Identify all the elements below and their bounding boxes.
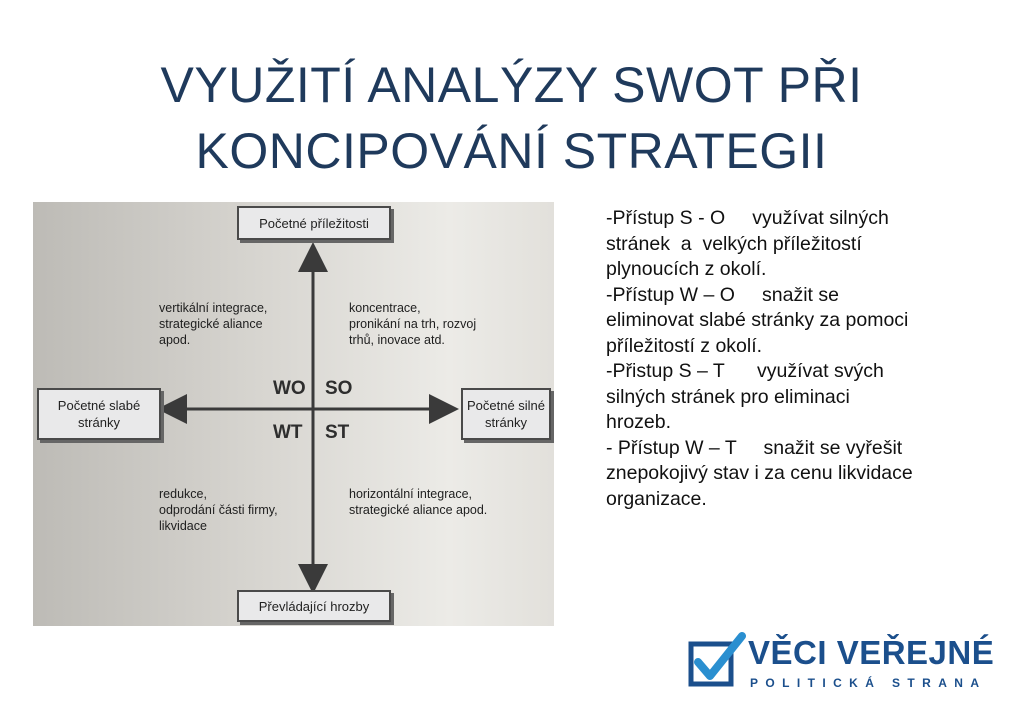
title-line-1: VYUŽITÍ ANALÝZY SWOT PŘI: [160, 57, 863, 113]
box-threats: Převládající hrozby: [237, 590, 391, 622]
text-line: hrozeb.: [606, 411, 672, 433]
party-logo: [688, 632, 1000, 694]
quadrant-so-text: koncentrace, pronikání na trh, rozvoj trhů, inovace atd.: [349, 301, 477, 347]
box-weaknesses: Početné slabé stránky: [37, 388, 161, 440]
text-line: -Přistup S – T využívat svých: [606, 360, 884, 382]
logo-subtitle: POLITICKÁ STRANA: [750, 676, 987, 690]
text-line: - Přístup W – T snažit se vyřešit: [606, 436, 903, 459]
title-line-2: KONCIPOVÁNÍ STRATEGII: [195, 123, 828, 179]
text-line: plynoucích z okolí.: [606, 258, 767, 280]
slide-title: [0, 52, 1023, 184]
strategy-text: [606, 206, 1006, 512]
label-wt: WT: [273, 422, 303, 443]
text-line: znepokojivý stav i za cenu likvidace: [606, 462, 913, 484]
checkmark-box-icon: [688, 632, 746, 692]
quadrant-st-text: horizontální integrace, strategické aliance apod.: [349, 487, 488, 517]
label-st: ST: [325, 422, 350, 443]
text-line: stránek a velkých příležitostí: [606, 232, 862, 255]
text-line: silných stránek pro eliminaci: [606, 385, 850, 408]
label-so: SO: [325, 378, 353, 399]
text-line: příležitostí z okolí.: [606, 334, 763, 357]
text-line: -Přístup S - O využívat silných: [606, 207, 889, 229]
box-strengths: Početné silné stránky: [461, 388, 551, 440]
box-opportunities: Početné příležitosti: [237, 206, 391, 240]
logo-title: VĚCI VEŘEJNÉ: [748, 634, 995, 671]
quadrant-wt-text: redukce, odprodání části firmy, likvidace: [159, 487, 278, 533]
label-wo: WO: [273, 378, 306, 399]
text-line: organizace.: [606, 487, 707, 510]
text-line: eliminovat slabé stránky za pomoci: [606, 309, 909, 331]
quadrant-wo-text: vertikální integrace, strategické aliance apod.: [159, 301, 268, 347]
swot-diagram: [33, 202, 554, 626]
text-line: -Přístup W – O snažit se: [606, 283, 839, 306]
